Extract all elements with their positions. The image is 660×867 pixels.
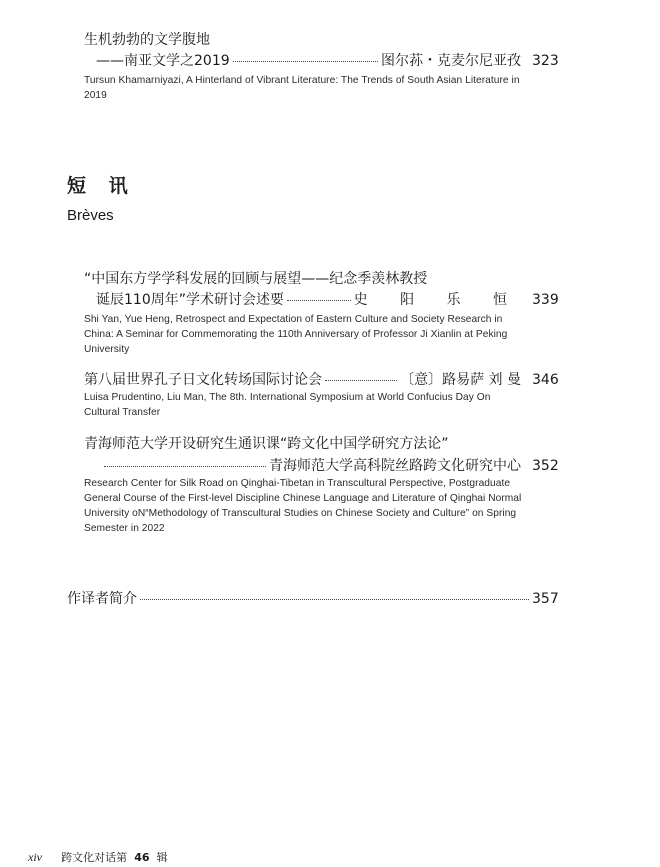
entry-author: 〔意〕路易萨 刘 曼 (400, 372, 521, 388)
leader-dots (104, 466, 266, 467)
entry-title-line2-row (96, 291, 521, 309)
entry-title-row (84, 371, 521, 389)
entry-author: 史 阳 乐 恒 (353, 292, 521, 308)
footer-journal: 跨文化对话第 (61, 851, 128, 864)
section-subtitle: Brèves (67, 207, 114, 224)
entry-english: Shi Yan, Yue Heng, Retrospect and Expectation of Eastern Culture and Society Research in China: A Seminar for Commemorating the 110th Anniversary of Professor Ji Xianlin at Peking University (84, 314, 508, 355)
entry-title-line2-row (104, 457, 521, 475)
entry-title-line2: ——南亚文学之2019 (96, 53, 230, 69)
entry-english: Research Center for Silk Road on Qinghai-Tibetan in Transcultural Perspective, Postgraduate General Course of the First-level Discipline Chinese Language and Literature of Qinghai Normal University oN“Methodology of Transcultural Studies on Chinese Society and Culture” on Spring Semester in 2022 (84, 478, 522, 534)
section-title: 短 讯 (67, 175, 136, 197)
contributors-label: 作译者简介 (67, 591, 137, 607)
footer-issue: 46 (134, 851, 150, 864)
leader-dots (140, 599, 529, 600)
entry-author: 图尔荪・克麦尔尼亚孜 (381, 53, 521, 69)
entry-title-line2-row (96, 52, 521, 70)
entry-title-line2: 诞辰110周年”学术研讨会述要 (96, 292, 284, 308)
page-number: 357 (532, 591, 559, 607)
entry-english: Tursun Khamarniyazi, A Hinterland of Vibrant Literature: The Trends of South Asian Literature in 2019 (84, 75, 520, 101)
page-number: 352 (532, 458, 559, 474)
page-number: 323 (532, 53, 559, 69)
leader-dots (325, 380, 397, 381)
entry-title-line1: 青海师范大学开设研究生通识课“跨文化中国学研究方法论” (84, 436, 449, 452)
footer-suffix: 辑 (156, 851, 168, 864)
entry-title-line1: 第八届世界孔子日文化转场国际讨论会 (84, 372, 322, 388)
footer (28, 846, 168, 865)
contributors-row (67, 590, 529, 608)
entry-author: 青海师范大学高科院丝路跨文化研究中心 (269, 458, 521, 474)
page-number: 339 (532, 292, 559, 308)
entry-title-line1: 生机勃勃的文学腹地 (84, 32, 210, 48)
footer-page-roman: xiv (28, 850, 42, 864)
entry-english: Luisa Prudentino, Liu Man, The 8th. International Symposium at World Confucius Day On Cultural Transfer (84, 392, 491, 418)
leader-dots (233, 61, 378, 62)
leader-dots (287, 300, 351, 301)
page-number: 346 (532, 372, 559, 388)
entry-title-line1: “中国东方学学科发展的回顾与展望——纪念季羡林教授 (84, 271, 428, 287)
